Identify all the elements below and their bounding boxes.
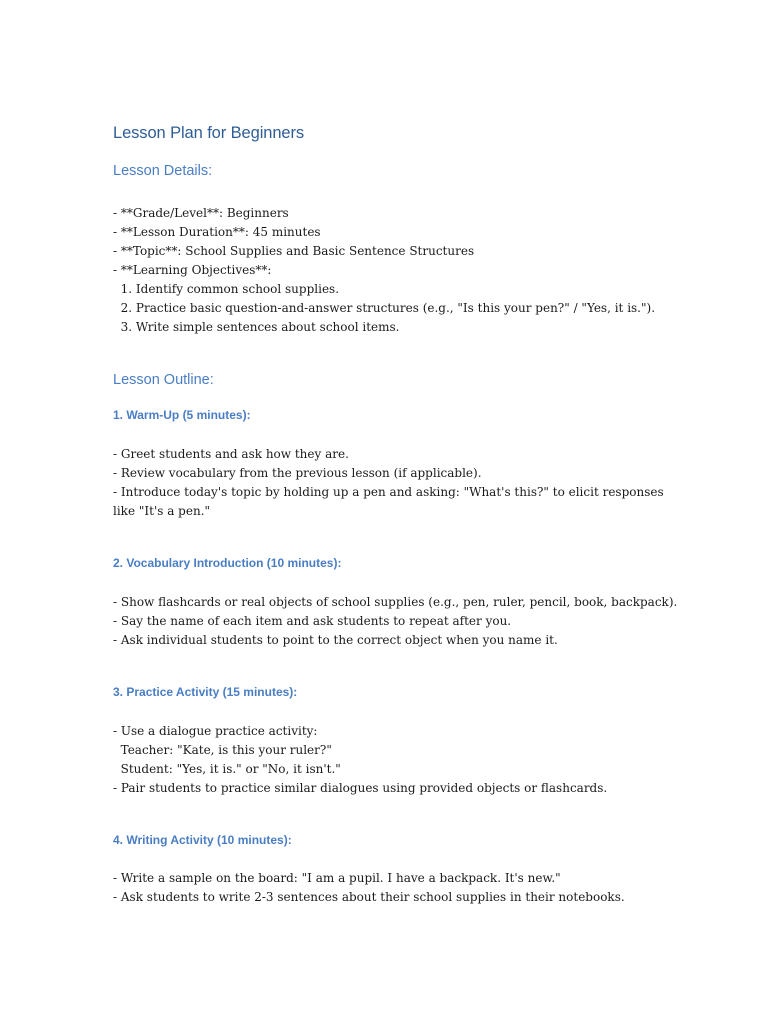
section-line: - Show flashcards or real objects of school supplies (e.g., pen, ruler, pencil, book, backpack). bbox=[113, 595, 678, 609]
section-heading-practice: 3. Practice Activity (15 minutes): bbox=[113, 685, 298, 699]
section-line: Teacher: "Kate, is this your ruler?" bbox=[113, 743, 332, 757]
section-line: - Write a sample on the board: "I am a pupil. I have a backpack. It's new." bbox=[113, 871, 561, 885]
detail-line: 1. Identify common school supplies. bbox=[113, 282, 340, 296]
section-line: - Say the name of each item and ask students to repeat after you. bbox=[113, 614, 512, 628]
section-body-practice bbox=[113, 722, 673, 798]
section-line: - Ask individual students to point to the correct object when you name it. bbox=[113, 633, 558, 647]
section-heading-warm-up: 1. Warm-Up (5 minutes): bbox=[113, 408, 251, 422]
lesson-details-heading: Lesson Details: bbox=[113, 163, 213, 179]
section-body-writing bbox=[113, 869, 673, 907]
detail-line: 3. Write simple sentences about school items. bbox=[113, 320, 400, 334]
lesson-outline-heading: Lesson Outline: bbox=[113, 372, 214, 388]
detail-line: - **Learning Objectives**: bbox=[113, 263, 272, 277]
detail-line: - **Topic**: School Supplies and Basic Sentence Structures bbox=[113, 244, 475, 258]
detail-line: 2. Practice basic question-and-answer structures (e.g., "Is this your pen?" / "Yes, it is."). bbox=[113, 301, 656, 315]
section-line: Student: "Yes, it is." or "No, it isn't." bbox=[113, 762, 341, 776]
section-body-warm-up bbox=[113, 445, 673, 521]
section-line: like "It's a pen." bbox=[113, 504, 211, 518]
section-heading-writing: 4. Writing Activity (10 minutes): bbox=[113, 833, 292, 847]
detail-line: - **Grade/Level**: Beginners bbox=[113, 206, 289, 220]
document-title: Lesson Plan for Beginners bbox=[113, 124, 305, 142]
section-body-vocabulary bbox=[113, 593, 678, 650]
section-line: - Pair students to practice similar dialogues using provided objects or flashcards. bbox=[113, 781, 608, 795]
section-heading-vocabulary: 2. Vocabulary Introduction (10 minutes): bbox=[113, 556, 342, 570]
detail-line: - **Lesson Duration**: 45 minutes bbox=[113, 225, 321, 239]
section-line: - Use a dialogue practice activity: bbox=[113, 724, 318, 738]
section-line: - Introduce today's topic by holding up a pen and asking: "What's this?" to elicit responses bbox=[113, 485, 664, 499]
lesson-details-list bbox=[113, 204, 673, 337]
section-line: - Review vocabulary from the previous lesson (if applicable). bbox=[113, 466, 482, 480]
section-line: - Ask students to write 2-3 sentences about their school supplies in their notebooks. bbox=[113, 890, 625, 904]
section-line: - Greet students and ask how they are. bbox=[113, 447, 349, 461]
